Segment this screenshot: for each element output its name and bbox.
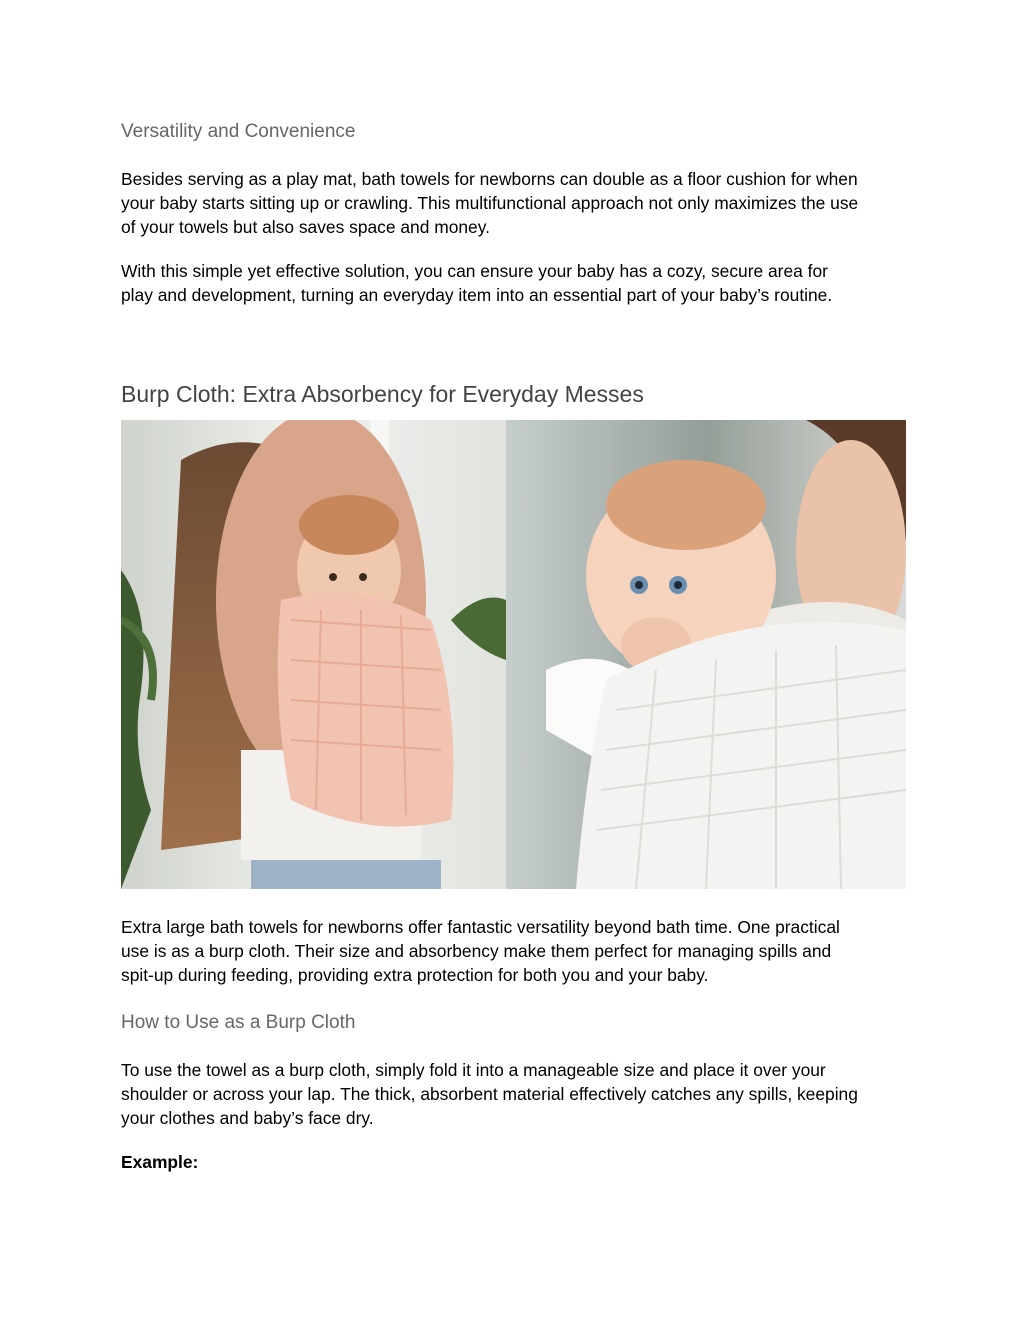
mother-baby-pink-cloth-illustration: [121, 420, 506, 889]
text-line: Extra large bath towels for newborns offer fantastic versatility beyond bath time. One practical: [121, 917, 840, 937]
text-line: of your towels but also saves space and money.: [121, 217, 490, 238]
versatility-paragraph-1: [121, 167, 911, 240]
versatility-paragraph-2: [121, 259, 911, 307]
versatility-heading: Versatility and Convenience: [121, 121, 356, 142]
how-to-paragraph: [121, 1058, 911, 1131]
text-line: shoulder or across your lap. The thick, absorbent material effectively catches any spills, keeping: [121, 1084, 858, 1105]
example-label: Example:: [121, 1152, 199, 1172]
text-line: play and development, turning an everyday item into an essential part of your baby’s routine.: [121, 285, 833, 306]
photo-panel-white-cloth: [506, 420, 906, 889]
burp-cloth-paragraph: [121, 915, 911, 988]
how-to-heading: How to Use as a Burp Cloth: [121, 1012, 356, 1033]
text-line: To use the towel as a burp cloth, simply fold it into a manageable size and place it over your: [121, 1060, 826, 1080]
mother-baby-white-cloth-illustration: [506, 420, 906, 889]
photo-panel-pink-cloth: [121, 420, 506, 889]
text-line: spit-up during feeding, providing extra protection for both you and your baby.: [121, 965, 709, 986]
text-line: your baby starts sitting up or crawling. This multifunctional approach not only maximizes the use: [121, 193, 859, 214]
burp-cloth-photo: [121, 420, 906, 889]
text-line: With this simple yet effective solution, you can ensure your baby has a cozy, secure area for: [121, 261, 828, 281]
text-line: use is as a burp cloth. Their size and absorbency make them perfect for managing spills and: [121, 941, 832, 962]
burp-cloth-heading: Burp Cloth: Extra Absorbency for Everyday Messes: [121, 381, 644, 407]
text-line: your clothes and baby’s face dry.: [121, 1108, 374, 1129]
text-line: Besides serving as a play mat, bath towels for newborns can double as a floor cushion for when: [121, 169, 858, 189]
